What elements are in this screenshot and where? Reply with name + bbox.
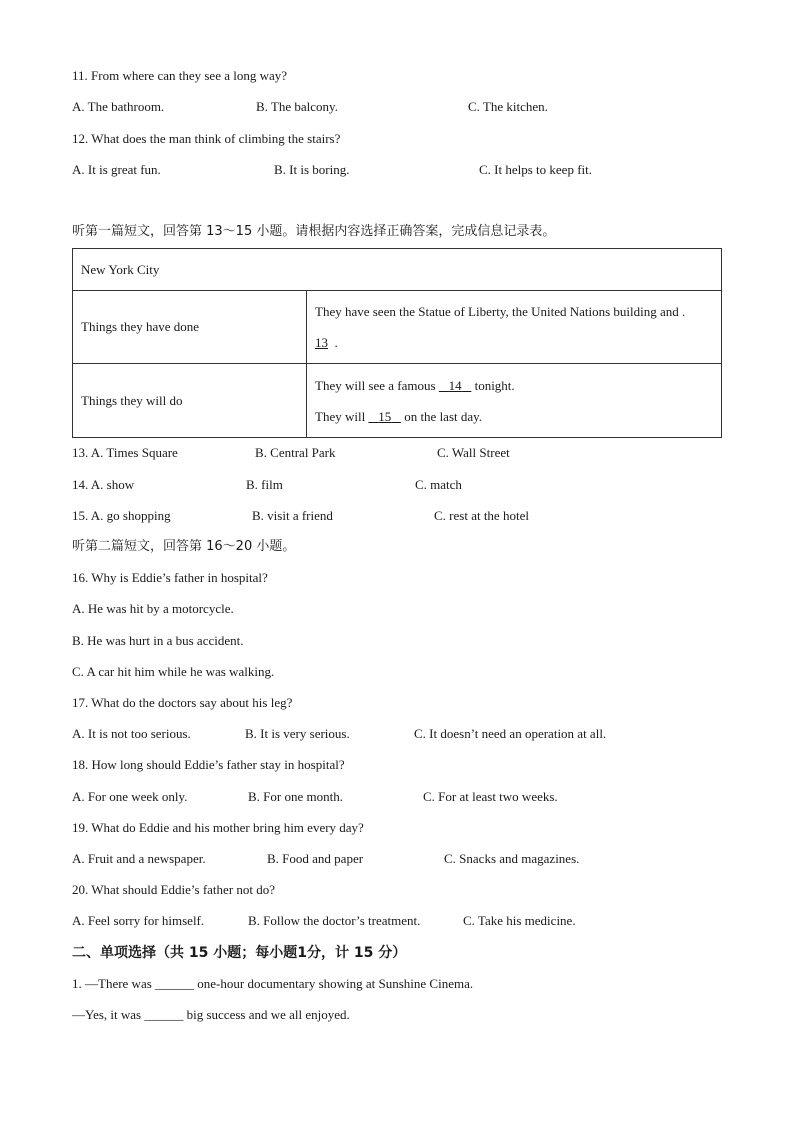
q16-option-b: B. He was hurt in a bus accident.: [72, 633, 244, 648]
q14-option-a: 14. A. show: [72, 477, 135, 492]
table-row2-line1: [315, 370, 713, 401]
blank-15-number: 15: [378, 408, 392, 424]
q11-option-b: B. The balcony.: [256, 99, 338, 114]
q11-option-a: A. The bathroom.: [72, 99, 165, 114]
blank-15: [368, 409, 401, 424]
q20-option-c: C. Take his medicine.: [463, 913, 576, 928]
q12-option-a: A. It is great fun.: [72, 162, 161, 177]
question-11: 11. From where can they see a long way?: [72, 68, 288, 83]
q15-option-b: B. visit a friend: [252, 508, 333, 523]
q13-option-a: 13. A. Times Square: [72, 445, 178, 460]
q12-option-b: B. It is boring.: [274, 162, 350, 177]
q13-option-b: B. Central Park: [255, 445, 336, 460]
part2-heading: 二、单项选择（共 15 小题；每小题1分，计 15 分）: [72, 945, 407, 961]
q17-option-b: B. It is very serious.: [245, 726, 350, 741]
question-12: 12. What does the man think of climbing the stairs?: [72, 131, 341, 146]
q18-option-b: B. For one month.: [248, 789, 343, 804]
q17-option-a: A. It is not too serious.: [72, 726, 191, 741]
table-row1-end: .: [334, 335, 338, 350]
q16-option-c: C. A car hit him while he was walking.: [72, 664, 275, 679]
question-19: 19. What do Eddie and his mother bring him every day?: [72, 820, 364, 835]
question-18: 18. How long should Eddie’s father stay in hospital?: [72, 757, 345, 772]
table-row1-content: [307, 291, 722, 364]
q17-option-c: C. It doesn’t need an operation at all.: [414, 726, 607, 741]
q11-option-c: C. The kitchen.: [468, 99, 548, 114]
question-17: 17. What do the doctors say about his leg?: [72, 695, 293, 710]
q14-option-b: B. film: [246, 477, 283, 492]
blank-14-number: 14: [448, 377, 462, 393]
section2-instruction: 听第二篇短文，回答第 16～20 小题。: [72, 539, 296, 554]
q15-option-c: C. rest at the hotel: [434, 508, 529, 523]
blank-14: [439, 378, 472, 393]
q14-option-c: C. match: [415, 477, 462, 492]
q18-option-a: A. For one week only.: [72, 789, 188, 804]
q19-option-a: A. Fruit and a newspaper.: [72, 851, 206, 866]
table-row2-label: Things they will do: [73, 364, 307, 438]
row2-line1-end: tonight.: [471, 377, 515, 393]
mc1-line1: 1. —There was ______ one-hour documentary showing at Sunshine Cinema.: [72, 976, 474, 991]
table-row1-line2: [315, 327, 713, 358]
table-row2-content: [307, 364, 722, 438]
table-row1-line1: They have seen the Statue of Liberty, the United Nations building and .: [315, 304, 686, 319]
q20-option-b: B. Follow the doctor’s treatment.: [248, 913, 421, 928]
q18-option-c: C. For at least two weeks.: [423, 789, 558, 804]
table-row1-label: Things they have done: [73, 291, 307, 364]
q16-option-a: A. He was hit by a motorcycle.: [72, 601, 234, 616]
question-16: 16. Why is Eddie’s father in hospital?: [72, 570, 268, 585]
row2-line1-text: They will see a famous: [315, 377, 439, 393]
row2-line2-text: They will: [315, 408, 369, 424]
table-row2-line2: [315, 401, 713, 432]
q12-option-c: C. It helps to keep fit.: [479, 162, 593, 177]
question-20: 20. What should Eddie’s father not do?: [72, 882, 276, 897]
section1-instruction: 听第一篇短文，回答第 13～15 小题。请根据内容选择正确答案，完成信息记录表。: [72, 224, 556, 239]
blank-13: 13: [315, 335, 328, 350]
q13-option-c: C. Wall Street: [437, 445, 510, 460]
q15-option-a: 15. A. go shopping: [72, 508, 171, 523]
q19-option-c: C. Snacks and magazines.: [444, 851, 580, 866]
q20-option-a: A. Feel sorry for himself.: [72, 913, 205, 928]
q19-option-b: B. Food and paper: [267, 851, 364, 866]
mc1-line2: —Yes, it was ______ big success and we all enjoyed.: [72, 1007, 350, 1022]
info-table: [72, 248, 722, 438]
row2-line2-end: on the last day.: [400, 408, 483, 424]
table-title: New York City: [73, 249, 722, 291]
